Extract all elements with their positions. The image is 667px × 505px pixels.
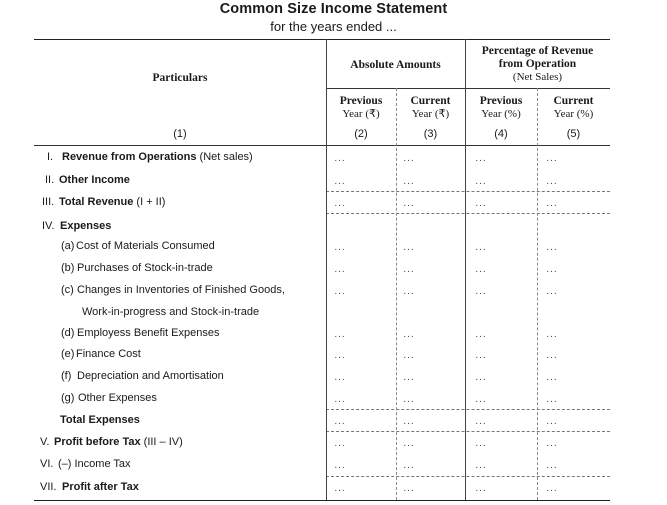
placeholder-cell: ...: [334, 394, 346, 405]
placeholder-cell: ...: [334, 416, 346, 427]
pct-curr-year-header: Current: [553, 95, 594, 107]
placeholder-cell: ...: [334, 460, 346, 471]
row-suffix: (I + II): [133, 196, 166, 208]
abs-prev-year-header: Previous: [339, 95, 383, 107]
table-top-rule: [34, 39, 610, 40]
placeholder-cell: ...: [403, 153, 415, 164]
placeholder-cell: ...: [403, 242, 415, 253]
placeholder-cell: ...: [475, 416, 487, 427]
placeholder-cell: ...: [403, 460, 415, 471]
row-number: V.: [40, 436, 50, 448]
placeholder-cell: ...: [546, 372, 558, 383]
placeholder-cell: ...: [334, 153, 346, 164]
row-text: Other Income: [59, 174, 130, 186]
placeholder-cell: ...: [403, 483, 415, 494]
row-number: (g): [61, 392, 75, 404]
page-title: Common Size Income Statement: [219, 1, 448, 17]
placeholder-cell: ...: [403, 329, 415, 340]
placeholder-cell: ...: [403, 350, 415, 361]
placeholder-cell: ...: [334, 198, 346, 209]
row-text: Expenses: [60, 220, 112, 232]
placeholder-cell: ...: [334, 329, 346, 340]
col-number-1: (1): [173, 128, 187, 140]
pct-prev-year-header: Previous: [479, 95, 523, 107]
placeholder-cell: ...: [475, 198, 487, 209]
table-row-label: [61, 284, 285, 296]
col-number-4: (4): [494, 128, 508, 140]
row-text: Other Expenses: [78, 392, 157, 404]
placeholder-cell: ...: [334, 286, 346, 297]
placeholder-cell: ...: [475, 394, 487, 405]
placeholder-cell: ...: [475, 242, 487, 253]
row-text: Depreciation and Amortisation: [77, 370, 224, 382]
row-number: II.: [45, 174, 55, 186]
placeholder-cell: ...: [475, 286, 487, 297]
table-row-label: [40, 436, 183, 448]
abs-curr-year-header: Current: [410, 95, 451, 107]
table-row-label: [61, 262, 213, 274]
row-text: Total Expenses: [60, 414, 140, 426]
row-suffix: (Net sales): [196, 151, 253, 163]
row-number: (a): [61, 240, 75, 252]
row-number: VI.: [40, 458, 54, 470]
table-row-label: [61, 370, 224, 382]
placeholder-cell: ...: [546, 394, 558, 405]
placeholder-cell: ...: [334, 242, 346, 253]
absolute-amounts-header: Absolute Amounts: [350, 59, 441, 71]
row-text: Changes in Inventories of Finished Goods,: [77, 284, 285, 296]
placeholder-cell: ...: [334, 176, 346, 187]
placeholder-cell: ...: [546, 286, 558, 297]
placeholder-cell: ...: [546, 264, 558, 275]
placeholder-cell: ...: [334, 483, 346, 494]
col-number-2: (2): [354, 128, 368, 140]
placeholder-cell: ...: [546, 438, 558, 449]
row-number: (f): [61, 370, 72, 382]
placeholder-cell: ...: [475, 460, 487, 471]
row-number: IV.: [42, 220, 55, 232]
total-revenue-top-rule: [326, 191, 610, 192]
row-text: Employess Benefit Expenses: [77, 327, 220, 339]
placeholder-cell: ...: [546, 350, 558, 361]
placeholder-cell: ...: [546, 416, 558, 427]
pct-curr-year-unit: Year (%): [553, 108, 594, 120]
total-expenses-bottom-rule: [326, 431, 610, 432]
col-number-5: (5): [566, 128, 581, 140]
row-number: III.: [42, 196, 55, 208]
total-expenses-top-rule: [326, 409, 610, 410]
placeholder-cell: ...: [334, 372, 346, 383]
placeholder-cell: ...: [475, 372, 487, 383]
row-text: (–) Income Tax: [58, 458, 131, 470]
placeholder-cell: ...: [334, 350, 346, 361]
profit-after-tax-top-rule: [326, 476, 610, 477]
header-divider-mid: [326, 88, 610, 89]
placeholder-cell: ...: [334, 438, 346, 449]
table-bottom-rule: [34, 500, 610, 501]
row-text: Revenue from Operations: [62, 151, 197, 163]
row-text: Purchases of Stock-in-trade: [77, 262, 213, 274]
row-text: Profit before Tax: [54, 436, 141, 448]
table-row-label: [61, 392, 157, 404]
placeholder-cell: ...: [546, 198, 558, 209]
percentage-header-line1: Percentage of Revenue: [481, 45, 594, 57]
placeholder-cell: ...: [403, 394, 415, 405]
table-row-label: [40, 481, 139, 493]
placeholder-cell: ...: [475, 176, 487, 187]
percentage-header-line2: from Operation: [498, 58, 577, 70]
placeholder-cell: ...: [546, 153, 558, 164]
placeholder-cell: ...: [475, 438, 487, 449]
row-number: (c): [61, 284, 74, 296]
placeholder-cell: ...: [403, 198, 415, 209]
placeholder-cell: ...: [403, 372, 415, 383]
row-text: Total Revenue: [59, 196, 134, 208]
table-row-label: [42, 196, 165, 208]
row-number: (d): [61, 327, 75, 339]
placeholder-cell: ...: [475, 264, 487, 275]
abs-curr-year-unit: Year (₹): [411, 108, 450, 120]
row-text: Cost of Materials Consumed: [76, 240, 215, 252]
col-number-3: (3): [423, 128, 438, 140]
placeholder-cell: ...: [403, 416, 415, 427]
placeholder-cell: ...: [475, 483, 487, 494]
placeholder-cell: ...: [475, 153, 487, 164]
placeholder-cell: ...: [403, 438, 415, 449]
row-number: (e): [61, 348, 75, 360]
pct-prev-year-unit: Year (%): [481, 108, 521, 120]
row-text: Profit after Tax: [62, 481, 139, 493]
row-suffix: (III – IV): [140, 436, 183, 448]
row-number: I.: [47, 151, 54, 163]
table-row-label: [42, 220, 111, 232]
table-row-label: [60, 414, 140, 426]
row-text: Work-in-progress and Stock-in-trade: [82, 306, 260, 318]
placeholder-cell: ...: [546, 176, 558, 187]
placeholder-cell: ...: [546, 242, 558, 253]
particulars-header: Particulars: [152, 72, 208, 84]
placeholder-cell: ...: [403, 264, 415, 275]
row-text: Finance Cost: [76, 348, 141, 360]
row-number: (b): [61, 262, 75, 274]
table-row-label: [40, 458, 131, 470]
table-row-label: [61, 240, 215, 252]
abs-prev-year-unit: Year (₹): [342, 108, 380, 120]
table-row-label: [45, 174, 130, 186]
table-row-label: [61, 327, 219, 339]
placeholder-cell: ...: [475, 329, 487, 340]
page-subtitle: for the years ended ...: [270, 19, 397, 34]
placeholder-cell: ...: [546, 329, 558, 340]
placeholder-cell: ...: [334, 264, 346, 275]
placeholder-cell: ...: [403, 176, 415, 187]
table-row-label: [47, 151, 253, 163]
table-row-label: [82, 306, 259, 318]
placeholder-cell: ...: [403, 286, 415, 297]
placeholder-cell: ...: [546, 483, 558, 494]
header-bottom-rule: [34, 145, 610, 146]
percentage-header-line3: (Net Sales): [512, 71, 563, 83]
placeholder-cell: ...: [546, 460, 558, 471]
total-revenue-bottom-rule: [326, 213, 610, 214]
table-row-label: [61, 348, 141, 360]
placeholder-cell: ...: [475, 350, 487, 361]
row-number: VII.: [40, 481, 57, 493]
